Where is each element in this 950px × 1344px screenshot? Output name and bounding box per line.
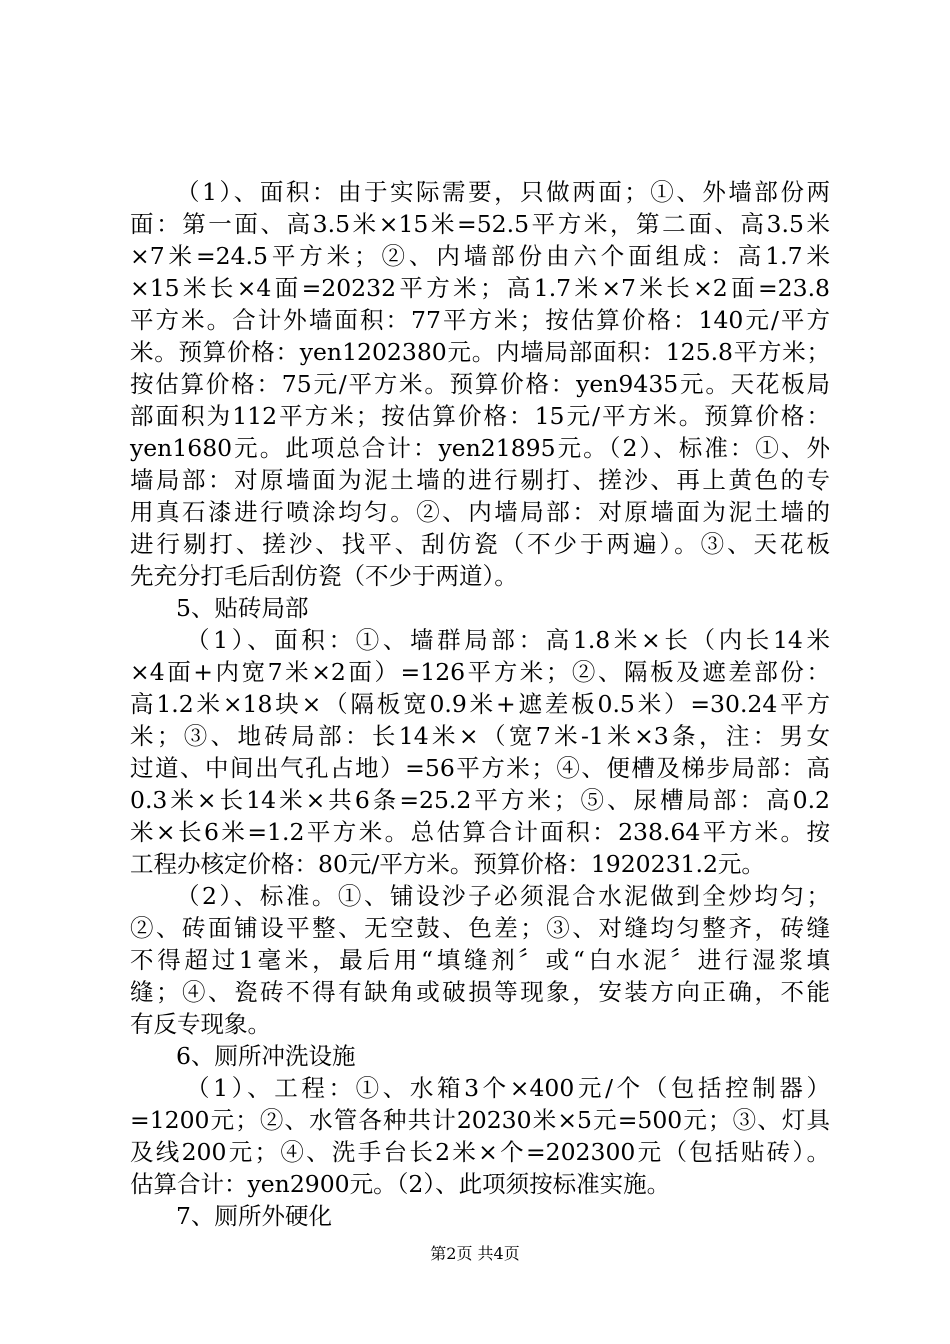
body-line: ×4面+内宽7米×2面）=126平方米；②、隔板及遮差部份： bbox=[130, 658, 830, 686]
body-line: 部面积为112平方米；按估算价格：15元/平方米。预算价格： bbox=[130, 402, 830, 430]
body-line: =1200元；②、水管各种共计20230米×5元=500元；③、灯具 bbox=[130, 1106, 830, 1134]
body-line: 0.3米×长14米×共6条=25.2平方米；⑤、尿槽局部：高0.2 bbox=[130, 786, 830, 814]
body-line: （2）、标准。①、铺设沙子必须混合水泥做到全炒均匀； bbox=[176, 882, 830, 910]
body-line: （1）、工程：①、水箱3个×400元/个（包括控制器） bbox=[186, 1074, 830, 1102]
body-line: 面：第一面、高3.5米×15米=52.5平方米，第二面、高3.5米 bbox=[130, 210, 830, 238]
body-line: 有反专现象。 bbox=[130, 1010, 271, 1038]
body-line: ②、砖面铺设平整、无空鼓、色差；③、对缝均匀整齐，砖缝 bbox=[130, 914, 830, 942]
page-footer: 第2页 共4页 bbox=[430, 1244, 520, 1263]
body-line: （1）、面积：①、墙群局部：高1.8米×长（内长14米 bbox=[186, 626, 830, 654]
body-line: 用真石漆进行喷涂均匀。②、内墙局部：对原墙面为泥土墙的 bbox=[130, 498, 830, 526]
body-line: 不得超过1毫米，最后用“填缝剂〞或“白水泥〞进行湿浆填 bbox=[130, 946, 830, 974]
body-line: ×15米长×4面=20232平方米；高1.7米×7米长×2面=23.8 bbox=[130, 274, 830, 302]
body-line: ×7米=24.5平方米；②、内墙部份由六个面组成：高1.7米 bbox=[130, 242, 830, 270]
body-line: yen1680元。此项总合计：yen21895元。（2）、标准：①、外 bbox=[130, 434, 830, 462]
body-line: 平方米。合计外墙面积：77平方米；按估算价格：140元/平方 bbox=[130, 306, 830, 334]
body-line: 及线200元；④、洗手台长2米×个=202300元（包括贴砖）。 bbox=[130, 1138, 830, 1166]
body-line: 高1.2米×18块×（隔板宽0.9米+遮差板0.5米）=30.24平方 bbox=[130, 690, 830, 718]
body-line: 估算合计：yen2900元。（2）、此项须按标准实施。 bbox=[130, 1170, 671, 1198]
body-line: 先充分打毛后刮仿瓷（不少于两道）。 bbox=[130, 562, 518, 590]
section-heading: 5、贴砖局部 bbox=[176, 594, 309, 622]
body-line: 过道、中间出气孔占地）=56平方米；④、便槽及梯步局部：高 bbox=[130, 754, 830, 782]
body-line: 工程办核定价格：80元/平方米。预算价格：1920231.2元。 bbox=[130, 850, 765, 878]
section-heading: 6、厕所冲洗设施 bbox=[176, 1042, 356, 1070]
body-line: 墙局部：对原墙面为泥土墙的进行剔打、搓沙、再上黄色的专 bbox=[130, 466, 830, 494]
body-line: （1）、面积：由于实际需要，只做两面；①、外墙部份两 bbox=[176, 178, 830, 206]
section-heading: 7、厕所外硬化 bbox=[176, 1202, 332, 1230]
body-line: 进行剔打、搓沙、找平、刮仿瓷（不少于两遍）。③、天花板 bbox=[130, 530, 830, 558]
body-line: 米；③、地砖局部：长14米×（宽7米-1米×3条，注：男女 bbox=[130, 722, 830, 750]
body-line: 米×长6米=1.2平方米。总估算合计面积：238.64平方米。按 bbox=[130, 818, 830, 846]
body-line: 米。预算价格：yen1202380元。内墙局部面积：125.8平方米； bbox=[130, 338, 830, 366]
body-line: 缝；④、瓷砖不得有缺角或破损等现象，安装方向正确，不能 bbox=[130, 978, 830, 1006]
body-line: 按估算价格：75元/平方米。预算价格：yen9435元。天花板局 bbox=[130, 370, 830, 398]
